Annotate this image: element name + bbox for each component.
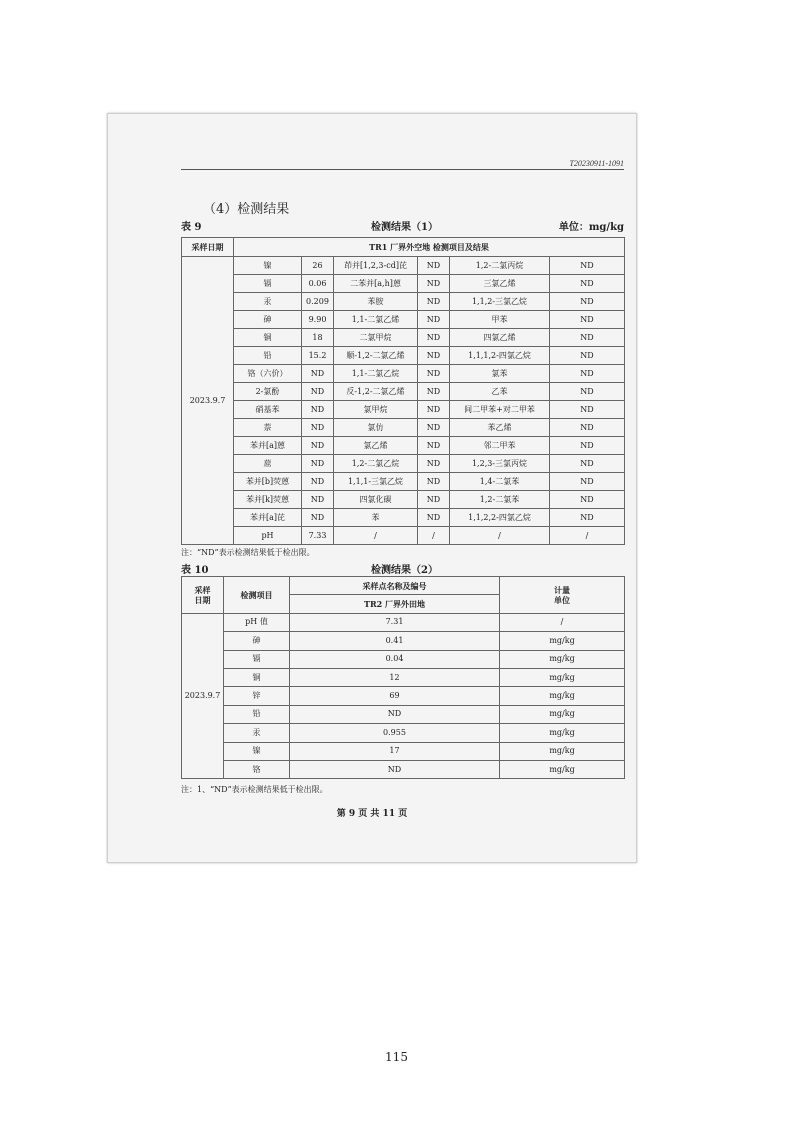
table-cell: 苯胺: [334, 293, 418, 311]
table-cell: ND: [418, 473, 450, 491]
table-cell: ND: [418, 329, 450, 347]
table-cell: 铬（六价）: [234, 365, 302, 383]
table-cell: 2-氯酚: [234, 383, 302, 401]
table-row: [182, 383, 625, 401]
table-row: [182, 365, 625, 383]
table-cell: ND: [418, 419, 450, 437]
table-cell: ND: [550, 293, 625, 311]
table-cell: pH 值: [224, 613, 290, 631]
table-cell: /: [334, 527, 418, 545]
doc-number: T20230911-1091: [569, 159, 624, 168]
table-cell: ND: [302, 491, 334, 509]
table-cell: 苯并[k]荧蒽: [234, 491, 302, 509]
table-row: [182, 668, 625, 686]
table-cell: 苯乙烯: [450, 419, 550, 437]
table-cell: 15.2: [302, 347, 334, 365]
table-cell: 镉: [224, 650, 290, 668]
table-cell: 0.955: [290, 724, 500, 742]
table-cell: 䓛: [234, 455, 302, 473]
table-row: [182, 257, 625, 275]
table-cell: /: [550, 527, 625, 545]
table-cell: 甲苯: [450, 311, 550, 329]
table-row: [182, 437, 625, 455]
table-cell: ND: [550, 419, 625, 437]
table-cell: ND: [302, 401, 334, 419]
table-cell: /: [418, 527, 450, 545]
table-cell: 萘: [234, 419, 302, 437]
table-cell: 氯甲烷: [334, 401, 418, 419]
scanned-page: [107, 113, 637, 863]
table9-date: 2023.9.7: [182, 257, 234, 545]
table-cell: ND: [418, 455, 450, 473]
table-row: [182, 760, 625, 778]
table9-note: 注：“ND”表示检测结果低于检出限。: [181, 548, 315, 557]
table-cell: ND: [302, 365, 334, 383]
table-row: [182, 742, 625, 760]
table-cell: ND: [302, 509, 334, 527]
table-row: [182, 419, 625, 437]
table-cell: 苯并[a]蒽: [234, 437, 302, 455]
table-row: [182, 687, 625, 705]
table-cell: ND: [550, 347, 625, 365]
table-cell: 四氯化碳: [334, 491, 418, 509]
table-cell: ND: [550, 329, 625, 347]
table-cell: mg/kg: [500, 742, 625, 760]
table-cell: 1,4-二氯苯: [450, 473, 550, 491]
table-cell: ND: [418, 509, 450, 527]
table-cell: 26: [302, 257, 334, 275]
table-cell: 69: [290, 687, 500, 705]
table-cell: mg/kg: [500, 650, 625, 668]
table-cell: ND: [550, 437, 625, 455]
table-cell: 苯: [334, 509, 418, 527]
table-cell: 反-1,2-二氯乙烯: [334, 383, 418, 401]
table-cell: 12: [290, 668, 500, 686]
table-cell: 氯苯: [450, 365, 550, 383]
table-cell: /: [450, 527, 550, 545]
table-cell: ND: [550, 257, 625, 275]
table-cell: 9.90: [302, 311, 334, 329]
table-cell: ND: [418, 311, 450, 329]
table10-title: 检测结果（2）: [371, 565, 438, 576]
table-cell: ND: [550, 455, 625, 473]
table-cell: 三氯乙烯: [450, 275, 550, 293]
table-cell: 顺-1,2-二氯乙烯: [334, 347, 418, 365]
table-cell: 茚并[1,2,3-cd]芘: [334, 257, 418, 275]
table-cell: 0.41: [290, 632, 500, 650]
table-cell: ND: [418, 257, 450, 275]
table-cell: 汞: [234, 293, 302, 311]
table-row: [182, 650, 625, 668]
table-cell: 镍: [224, 742, 290, 760]
table-cell: mg/kg: [500, 632, 625, 650]
table-cell: 铜: [234, 329, 302, 347]
table-row: [182, 293, 625, 311]
table-cell: ND: [302, 455, 334, 473]
table-cell: ND: [418, 293, 450, 311]
table-cell: mg/kg: [500, 668, 625, 686]
table-cell: 镍: [234, 257, 302, 275]
table9-caption: [181, 218, 624, 232]
table-cell: 苯并[a]芘: [234, 509, 302, 527]
table-row: [182, 329, 625, 347]
table10: [181, 576, 625, 779]
table-cell: 1,1-二氯乙烷: [334, 365, 418, 383]
table-cell: ND: [550, 491, 625, 509]
table-cell: 乙苯: [450, 383, 550, 401]
table-cell: ND: [302, 419, 334, 437]
table-row: [182, 527, 625, 545]
table-cell: 四氯乙烯: [450, 329, 550, 347]
table10-col-item: 检测项目: [224, 577, 290, 614]
table-cell: ND: [418, 347, 450, 365]
table-cell: mg/kg: [500, 687, 625, 705]
table-cell: 锌: [224, 687, 290, 705]
table-cell: 18: [302, 329, 334, 347]
table9-unit: 单位：mg/kg: [558, 222, 624, 233]
table-cell: 镉: [234, 275, 302, 293]
table-cell: 氯乙烯: [334, 437, 418, 455]
table-cell: ND: [418, 437, 450, 455]
table-cell: 硝基苯: [234, 401, 302, 419]
table-cell: mg/kg: [500, 705, 625, 723]
table10-col-unit: 计量 单位: [500, 577, 625, 614]
table-row: [182, 473, 625, 491]
table10-caption: [181, 561, 624, 575]
table-cell: ND: [550, 365, 625, 383]
table-cell: ND: [418, 383, 450, 401]
table9-col-date: 采样日期: [182, 238, 234, 257]
table-cell: 0.209: [302, 293, 334, 311]
table-row: [182, 705, 625, 723]
table-cell: ND: [550, 473, 625, 491]
table10-col-site: TR2 厂界外田地: [290, 595, 500, 613]
table-cell: 7.31: [290, 613, 500, 631]
table-cell: ND: [418, 275, 450, 293]
table-cell: ND: [550, 383, 625, 401]
table-cell: 间二甲苯+对二甲苯: [450, 401, 550, 419]
table-cell: pH: [234, 527, 302, 545]
table10-col-date: 采样 日期: [182, 577, 224, 614]
table-row: [182, 401, 625, 419]
table10-label: 表 10: [181, 565, 209, 576]
table9: [181, 237, 625, 545]
table-cell: 铜: [224, 668, 290, 686]
table-cell: 1,1,1-三氯乙烷: [334, 473, 418, 491]
table-cell: 苯并[b]荧蒽: [234, 473, 302, 491]
table-cell: 1,2-二氯丙烷: [450, 257, 550, 275]
table-cell: /: [500, 613, 625, 631]
table-cell: 砷: [224, 632, 290, 650]
table-cell: ND: [290, 705, 500, 723]
table10-col-site-group: 采样点名称及编号: [290, 577, 500, 595]
table-cell: 1,2-二氯乙烷: [334, 455, 418, 473]
table-cell: 1,2,3-三氯丙烷: [450, 455, 550, 473]
table-row: [182, 275, 625, 293]
table-cell: 0.04: [290, 650, 500, 668]
table-cell: 0.06: [302, 275, 334, 293]
table-row: [182, 311, 625, 329]
table-cell: 1,2-二氯苯: [450, 491, 550, 509]
table-cell: 铅: [234, 347, 302, 365]
table-cell: ND: [418, 401, 450, 419]
table9-header: TR1 厂界外空地 检测项目及结果: [234, 238, 625, 257]
table-cell: 氯仿: [334, 419, 418, 437]
table-cell: ND: [418, 491, 450, 509]
table-cell: 铬: [224, 760, 290, 778]
table-cell: 1,1,2-三氯乙烷: [450, 293, 550, 311]
table-row: [182, 613, 625, 631]
table9-label: 表 9: [181, 222, 202, 233]
table10-note: 注：1、“ND”表示检测结果低于检出限。: [181, 785, 328, 794]
table-row: [182, 455, 625, 473]
table-cell: ND: [302, 473, 334, 491]
table-cell: 17: [290, 742, 500, 760]
table-row: [182, 491, 625, 509]
table-cell: ND: [418, 365, 450, 383]
table-row: [182, 632, 625, 650]
table-cell: mg/kg: [500, 760, 625, 778]
table-cell: 二氯甲烷: [334, 329, 418, 347]
header-rule: [181, 169, 624, 170]
table-cell: ND: [290, 760, 500, 778]
table9-title: 检测结果（1）: [371, 222, 438, 233]
section-title: （4）检测结果: [203, 202, 290, 217]
table-cell: 1,1-二氯乙烯: [334, 311, 418, 329]
table-cell: 7.33: [302, 527, 334, 545]
table-cell: 砷: [234, 311, 302, 329]
table-cell: mg/kg: [500, 724, 625, 742]
page-info: 第 9 页 共 11 页: [336, 809, 408, 819]
table-cell: ND: [550, 311, 625, 329]
page-number: 115: [385, 1050, 408, 1064]
table-cell: 二苯并[a,h]蒽: [334, 275, 418, 293]
table-row: [182, 347, 625, 365]
table-cell: 汞: [224, 724, 290, 742]
table-cell: 1,1,2,2-四氯乙烷: [450, 509, 550, 527]
table10-date: 2023.9.7: [182, 613, 224, 779]
table-cell: 1,1,1,2-四氯乙烷: [450, 347, 550, 365]
table-cell: ND: [302, 383, 334, 401]
table-cell: ND: [550, 275, 625, 293]
table-cell: ND: [550, 401, 625, 419]
table-cell: 邻二甲苯: [450, 437, 550, 455]
table-row: [182, 724, 625, 742]
table-row: [182, 509, 625, 527]
table-cell: ND: [550, 509, 625, 527]
table-cell: 铅: [224, 705, 290, 723]
table-cell: ND: [302, 437, 334, 455]
